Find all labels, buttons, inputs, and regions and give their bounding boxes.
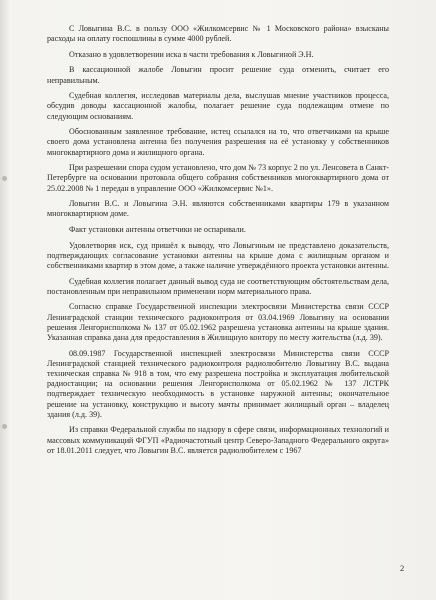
paragraph: Удовлетворяя иск, суд пришёл к выводу, что Ловыгиным не представлено доказательств, подтверждающих согласование установки антенны на крыше дома с жилищным органом и собственниками квартир в этом доме, а также наличие утверждённого проекта установки антенны. bbox=[47, 240, 389, 270]
punch-hole-mark bbox=[2, 424, 7, 429]
page-number: 2 bbox=[400, 563, 405, 573]
paragraph: Судебная коллегия, исследовав материалы дела, выслушав мнение участников процесса, обсудив доводы кассационной жалобы, полагает решение суда подлежащим отмене по следующим основаниям. bbox=[47, 91, 389, 121]
paragraph: Ловыгин В.С. и Ловыгина Э.Н. являются собственниками квартиры 179 в указанном многоквартирном доме. bbox=[47, 199, 389, 219]
document-body bbox=[47, 24, 389, 461]
punch-hole-mark bbox=[2, 176, 7, 181]
paragraph: В кассационной жалобе Ловыгин просит решение суда отменить, считает его неправильным. bbox=[47, 65, 389, 85]
paragraph: Из справки Федеральной службы по надзору в сфере связи, информационных технологий и массовых коммуникаций ФГУП «Радиочастотный центр Северо-Западного Федерального округа» от 18.01.2011 следует, что Ловыгин В.С. является радиолюбителем с 1967 bbox=[47, 425, 389, 455]
paragraph: Отказано в удовлетворении иска в части требования к Ловыгиной Э.Н. bbox=[69, 49, 314, 59]
paragraph: Судебная коллегия полагает данный вывод суда не соответствующим обстоятельствам дела, постановленным при неправильном применении норм материального права. bbox=[47, 276, 389, 296]
paragraph: С Ловыгина В.С. в пользу ООО «Жилкомсервис № 1 Московского района» взысканы расходы на оплату госпошлины в сумме 4000 рублей. bbox=[47, 24, 389, 44]
paragraph: Факт установки антенны ответчики не оспаривали. bbox=[69, 224, 246, 234]
paragraph: Обоснованным заявленное требование, истец ссылался на то, что ответчиками на крыше своего дома установлена антенна без получения разрешения на её установку у собственников многоквартирного дома и жилищного органа. bbox=[47, 127, 389, 157]
paragraph: При разрешении спора судом установлено, что дом № 73 корпус 2 по ул. Ленсовета в Санкт-Петербурге на основании протокола общего собрания собственников многоквартирного дома от 25.02.2008 № 1 передан в управление ООО «Жилкомсервис №1». bbox=[47, 163, 389, 193]
paragraph: Согласно справке Государственной инспекции электросвязи Министерства связи СССР Ленинградской станции технического радиоконтроля от 03.04.1969 Ловыгину на основании решения Ленгорисполкома № 137 от 05.02.1962 разрешена установка антенны на крыше здания. Указанная справка дана для предоставления в Жилищную контору по месту жительства (л.д. 39). bbox=[47, 302, 389, 342]
paragraph: 08.09.1987 Государственной инспекцией электросвязи Министерства связи СССР Ленинградской станцией технического радиоконтроля радиолюбителю Ловыгину В.С. выдана техническая справка № 918 в том, что ему разрешена постройка и эксплуатация любительской радиостанции; на основании решения Ленгорисполкома от 05.02.1962 № 137 ЛСТРК подтверждает техническую необходимость в установке наружной антенны; окончательное решение на установку, конструкцию и высоту мачты принимает жилищный орган – владелец здания (л.д. 39). bbox=[47, 348, 389, 419]
